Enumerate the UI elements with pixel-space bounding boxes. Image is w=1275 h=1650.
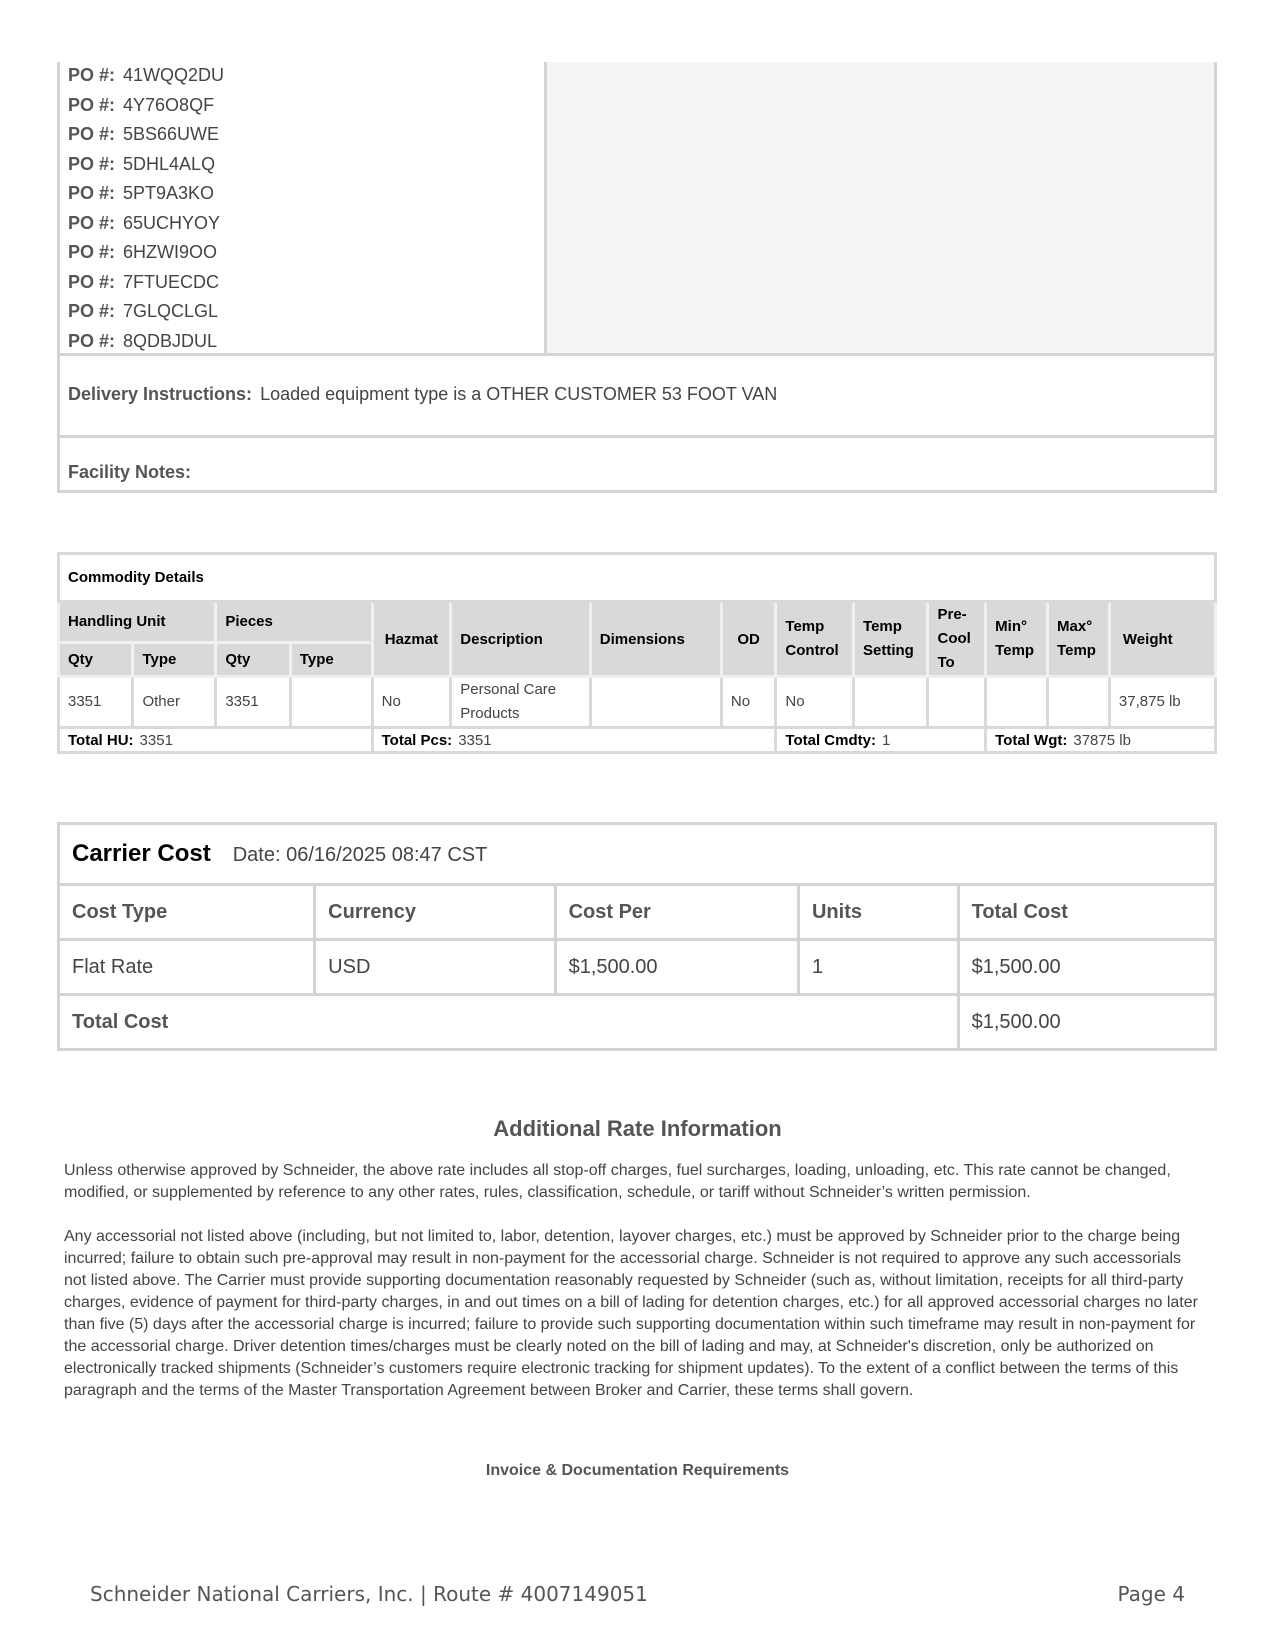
totals-row: [59, 728, 1216, 753]
od-header: OD: [721, 602, 776, 677]
footer-page-number: Page 4: [1117, 1582, 1185, 1606]
po-row: [68, 153, 215, 175]
total-wgt: [986, 728, 1216, 753]
pcs-type-cell: [290, 677, 372, 728]
invoice-requirements-title: Invoice & Documentation Requirements: [485, 1462, 790, 1479]
po-row: [68, 330, 217, 352]
po-list: [60, 62, 547, 353]
currency-cell: USD: [315, 940, 555, 995]
currency-header: Currency: [315, 885, 555, 940]
po-number: 7FTUECDC: [123, 271, 220, 292]
delivery-instructions: [57, 356, 1217, 438]
temp-setting-header: Temp Setting: [854, 602, 928, 677]
pcs-type-header: Type: [290, 642, 372, 676]
carrier-cost-title: Carrier Cost: [72, 840, 211, 867]
cost-per-cell: $1,500.00: [555, 940, 798, 995]
pcs-qty-header: Qty: [216, 642, 290, 676]
po-label: PO #:: [68, 65, 116, 85]
po-number: 41WQQ2DU: [123, 65, 225, 85]
total-cost-label: Total Cost: [59, 995, 959, 1050]
po-row: [68, 212, 220, 234]
total-pcs-label: Total Pcs:: [381, 731, 453, 749]
temp-control-cell: No: [776, 677, 854, 728]
pieces-header: Pieces: [216, 602, 372, 643]
description-cell: Personal Care Products: [451, 677, 591, 728]
additional-rate-title: Additional Rate Information: [493, 1116, 782, 1141]
pre-cool-cell: [928, 677, 986, 728]
facility-notes: [57, 438, 1217, 493]
total-cmdty: [776, 728, 986, 753]
total-pcs: [372, 728, 776, 753]
po-number: 6HZWI9OO: [123, 242, 218, 262]
dimensions-cell: [590, 677, 721, 728]
max-temp-cell: [1048, 677, 1110, 728]
po-label: PO #:: [68, 94, 116, 115]
po-number: 5PT9A3KO: [123, 183, 215, 203]
carrier-cost-date: Date: 06/16/2025 08:47 CST: [232, 844, 488, 866]
total-cmdty-value: 1: [881, 731, 891, 749]
total-hu-label: Total HU:: [68, 731, 134, 749]
po-label: PO #:: [68, 212, 116, 233]
po-label: PO #:: [68, 124, 116, 144]
hu-qty-cell: 3351: [59, 677, 133, 728]
total-cost-header: Total Cost: [958, 885, 1215, 940]
po-side-panel: [547, 62, 1214, 353]
po-row: [68, 271, 219, 293]
hu-qty-header: Qty: [59, 642, 133, 676]
pcs-qty-cell: 3351: [216, 677, 290, 728]
min-temp-header: Min° Temp: [986, 602, 1048, 677]
hazmat-header: Hazmat: [372, 602, 451, 677]
facility-notes-label: Facility Notes:: [68, 462, 192, 482]
po-number: 7GLQCLGL: [123, 301, 219, 321]
po-number: 4Y76O8QF: [123, 94, 215, 115]
total-pcs-value: 3351: [458, 731, 492, 749]
po-label: PO #:: [68, 330, 116, 351]
po-row: [68, 300, 218, 322]
cost-per-header: Cost Per: [555, 885, 798, 940]
max-temp-header: Max° Temp: [1048, 602, 1110, 677]
carrier-cost-table: [57, 822, 1217, 1051]
weight-cell: 37,875 lb: [1109, 677, 1215, 728]
hu-type-cell: Other: [133, 677, 216, 728]
commodity-details-title: Commodity Details: [59, 554, 1216, 602]
po-section: [57, 62, 1217, 356]
total-hu: [59, 728, 373, 753]
od-cell: No: [721, 677, 776, 728]
po-row: [68, 123, 219, 145]
po-label: PO #:: [68, 153, 116, 174]
table-row: [59, 677, 1216, 728]
hazmat-cell: No: [372, 677, 451, 728]
hu-type-header: Type: [133, 642, 216, 676]
total-cmdty-label: Total Cmdty:: [785, 731, 876, 749]
total-wgt-value: 37875 lb: [1073, 731, 1131, 749]
po-label: PO #:: [68, 183, 116, 203]
units-header: Units: [798, 885, 958, 940]
temp-setting-cell: [854, 677, 928, 728]
min-temp-cell: [986, 677, 1048, 728]
carrier-cost-header: [59, 824, 1216, 885]
cost-type-header: Cost Type: [59, 885, 315, 940]
additional-rate-paragraph-2: Any accessorial not listed above (including, but not limited to, labor, detention, layover charges, etc.) must be approved by Schneider prior to the charge being incurred; failure to obtain such pre-approval may result in non-payment for the accessorial charge. Schneider is not required to approve any such accessorials not listed above. The Carrier must provide supporting documentation reasonably requested by Schneider (such as, without limitation, receipts for all third-party charges, evidence of payment for third-party charges, in and out times on a bill of lading for detention charges, etc.) for all approved accessorial charges no later than five (5) days after the accessorial charge is incurred; failure to provide such supporting documentation within such timeframe may result in non-payment for the accessorial charge. Driver detention times/charges must be clearly noted on the bill of lading and may, at Schneider's discretion, only be authorized on electronically tracked shipments (Schneider’s customers require electronic tracking for shipment updates). To the extent of a conflict between the terms of this paragraph and the terms of the Master Transportation Agreement between Broker and Carrier, these terms shall govern.: [64, 1228, 1198, 1399]
delivery-instructions-label: Delivery Instructions:: [68, 384, 253, 404]
commodity-details-table: [57, 552, 1217, 754]
po-label: PO #:: [68, 271, 116, 292]
total-wgt-label: Total Wgt:: [995, 731, 1068, 749]
po-row: [68, 94, 214, 116]
pre-cool-header: Pre-Cool To: [928, 602, 986, 677]
po-number: 5DHL4ALQ: [123, 153, 216, 174]
dimensions-header: Dimensions: [590, 602, 721, 677]
po-label: PO #:: [68, 242, 116, 262]
total-cost-cell: $1,500.00: [958, 940, 1215, 995]
po-row: [68, 64, 224, 86]
additional-rate-paragraph-1: Unless otherwise approved by Schneider, the above rate includes all stop-off charges, fuel surcharges, loading, unloading, etc. This rate cannot be changed, modified, or supplemented by reference to any other rates, rules, classification, schedule, or tariff without Schneider’s written permission.: [64, 1162, 1171, 1201]
footer-company-route: Schneider National Carriers, Inc. | Route # 4007149051: [90, 1582, 648, 1606]
po-row: [68, 241, 217, 263]
total-hu-value: 3351: [139, 731, 173, 749]
cost-type-cell: Flat Rate: [59, 940, 315, 995]
handling-unit-header: Handling Unit: [59, 602, 216, 643]
po-number: 65UCHYOY: [123, 212, 221, 233]
total-cost-value: $1,500.00: [958, 995, 1215, 1050]
po-label: PO #:: [68, 301, 116, 321]
po-row: [68, 182, 214, 204]
weight-header: Weight: [1109, 602, 1215, 677]
table-row: [59, 940, 1216, 995]
description-header: Description: [451, 602, 591, 677]
delivery-instructions-value: Loaded equipment type is a OTHER CUSTOMER 53 FOOT VAN: [260, 384, 778, 404]
temp-control-header: Temp Control: [776, 602, 854, 677]
po-number: 5BS66UWE: [123, 124, 220, 144]
units-cell: 1: [798, 940, 958, 995]
po-number: 8QDBJDUL: [123, 330, 218, 351]
